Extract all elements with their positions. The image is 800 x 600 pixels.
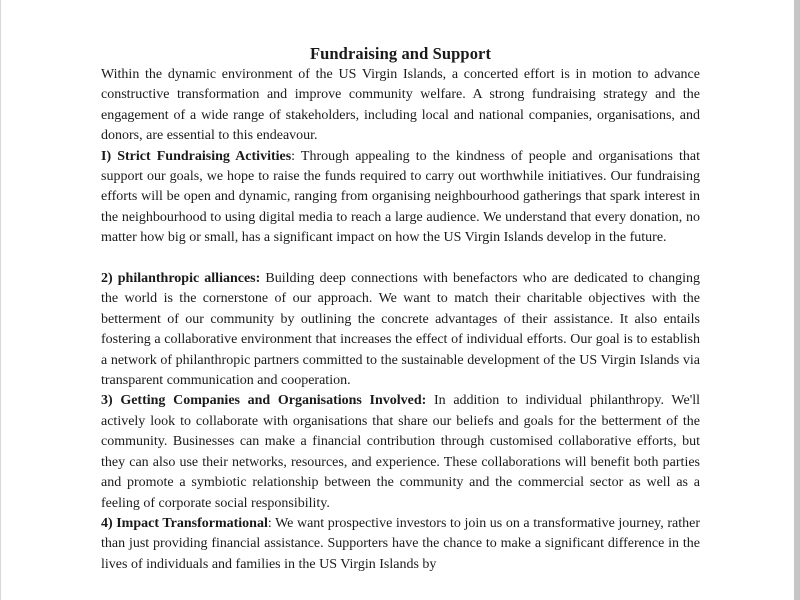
section-3-heading: 3) Getting Companies and Organisations Involved:: [101, 393, 427, 409]
section-3-body: In addition to individual philanthropy. We'll actively look to collaborate with organisations that share our beliefs and goals for the betterment of the community. Businesses can make a financial contribution through customised collaborative efforts, but they can also use their networks, resources, and experience. These collaborations will benefit both parties and promote a symbiotic relationship between the community and the commercial sector as well as a feeling of corporate social responsibility.: [101, 393, 700, 511]
section-1-paragraph: [101, 147, 700, 249]
section-1-heading: I) Strict Fundraising Activities: [101, 148, 292, 164]
section-2-paragraph: [101, 269, 700, 391]
document-body: [101, 44, 700, 575]
page-edge-shadow: [794, 0, 800, 600]
section-2-body: Building deep connections with benefactors who are dedicated to changing the world is the cornerstone of our approach. We want to match their charitable objectives with the betterment of our community by outlining the concrete advantages of their assistance. It also entails fostering a collaborative environment that increases the effect of individual efforts. Our goal is to establish a network of philanthropic partners committed to the sustainable development of the US Virgin Islands via transparent communication and cooperation.: [101, 271, 701, 389]
section-2-heading: 2) philanthropic alliances:: [101, 271, 261, 287]
paragraph-spacer: [101, 249, 700, 269]
document-title: Fundraising and Support: [309, 44, 492, 63]
intro-paragraph: Within the dynamic environment of the US Virgin Islands, a concerted effort is in motion to advance constructive transformation and improve community welfare. A strong fundraising strategy and the engagement of a wide range of stakeholders, including local and national companies, organisations, and donors, are essential to this endeavour.: [101, 67, 700, 144]
section-4-heading: 4) Impact Transformational: [101, 515, 268, 531]
section-4-body: : We want prospective investors to join us on a transformative journey, rather than just providing financial assistance. Supporters have the chance to make a significant difference in the lives of individuals and families in the US Virgin Islands by: [101, 515, 700, 572]
section-3-paragraph: [101, 391, 700, 513]
section-4-paragraph: [101, 514, 700, 575]
section-1-body: : Through appealing to the kindness of people and organisations that support our goals, we hope to raise the funds required to carry out worthwhile initiatives. Our fundraising efforts will be open and dynamic, ranging from organising neighbourhood gatherings that spark interest in the neighbourhood to using digital media to reach a large audience. We understand that every donation, no matter how big or small, has a significant impact on how the US Virgin Islands develop in the future.: [101, 148, 700, 246]
